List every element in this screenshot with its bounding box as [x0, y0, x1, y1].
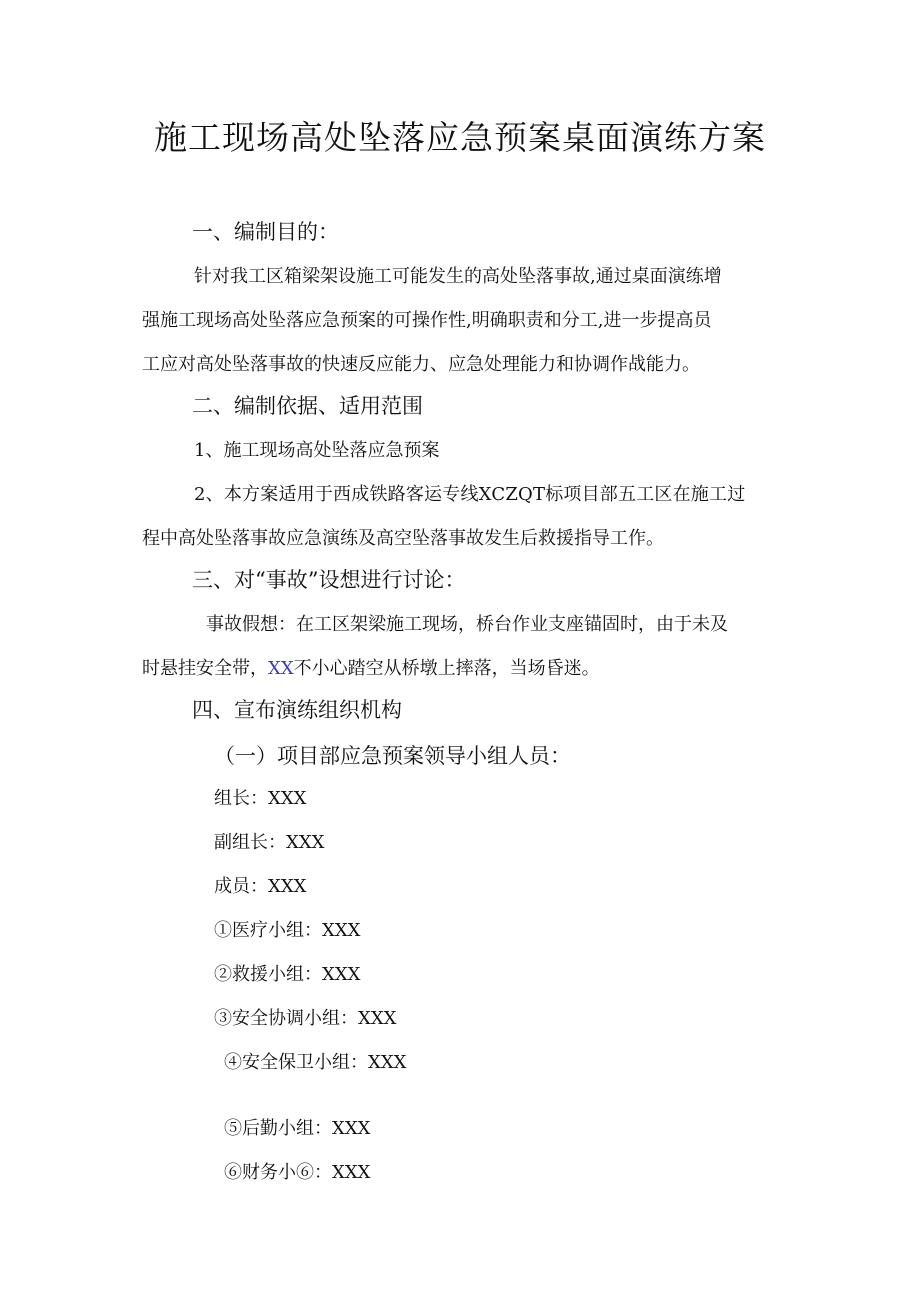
- section-1-heading: 一、编制目的：: [192, 220, 339, 244]
- section-3-highlight-name: XX: [268, 658, 294, 679]
- section-1-paragraph-line-3: 工应对高处坠落事故的快速反应能力、应急处理能力和协调作战能力。: [142, 354, 700, 375]
- role-safety-coordination-team: ③安全协调小组：XXX: [214, 1008, 397, 1029]
- section-4-subheading: （一）项目部应急预案领导小组人员：: [214, 744, 571, 768]
- section-3-line-2-suffix: 不小心踏空从桥墩上摔落，当场昏迷。: [293, 658, 600, 679]
- section-2-item-1: 1、施工现场高处坠落应急预案: [194, 440, 440, 461]
- role-leader: 组长：XXX: [214, 788, 307, 809]
- section-4-heading: 四、宣布演练组织机构: [192, 698, 402, 722]
- page-title: 施工现场高处坠落应急预案桌面演练方案: [154, 118, 766, 157]
- section-3-heading: 三、对“事故”设想进行讨论：: [192, 568, 466, 592]
- role-logistics-team: ⑤后勤小组：XXX: [224, 1118, 371, 1139]
- section-3-line-2-prefix: 时悬挂安全带，: [142, 658, 268, 679]
- section-2-heading: 二、编制依据、适用范围: [192, 394, 423, 418]
- role-finance-team: ⑥财务小⑥：XXX: [224, 1162, 371, 1183]
- section-2-item-2-line-2: 程中高处坠落事故应急演练及高空坠落事故发生后救援指导工作。: [142, 528, 664, 549]
- role-medical-team: ①医疗小组：XXX: [214, 920, 361, 941]
- section-2-item-2-line-1: 2、本方案适用于西成铁路客运专线XCZQT标项目部五工区在施工过: [194, 484, 746, 505]
- section-3-line-1: 事故假想：在工区架梁施工现场，桥台作业支座锚固时，由于未及: [206, 614, 728, 635]
- role-deputy-leader: 副组长：XXX: [214, 832, 325, 853]
- section-1-paragraph-line-1: 针对我工区箱梁架设施工可能发生的高处坠落事故,通过桌面演练增: [194, 266, 722, 287]
- role-members: 成员：XXX: [214, 876, 307, 897]
- section-1-paragraph-line-2: 强施工现场高处坠落应急预案的可操作性,明确职责和分工,进一步提高员: [142, 310, 712, 331]
- section-3-line-2: [142, 654, 600, 680]
- role-rescue-team: ②救援小组：XXX: [214, 964, 361, 985]
- role-security-team: ④安全保卫小组：XXX: [224, 1052, 407, 1073]
